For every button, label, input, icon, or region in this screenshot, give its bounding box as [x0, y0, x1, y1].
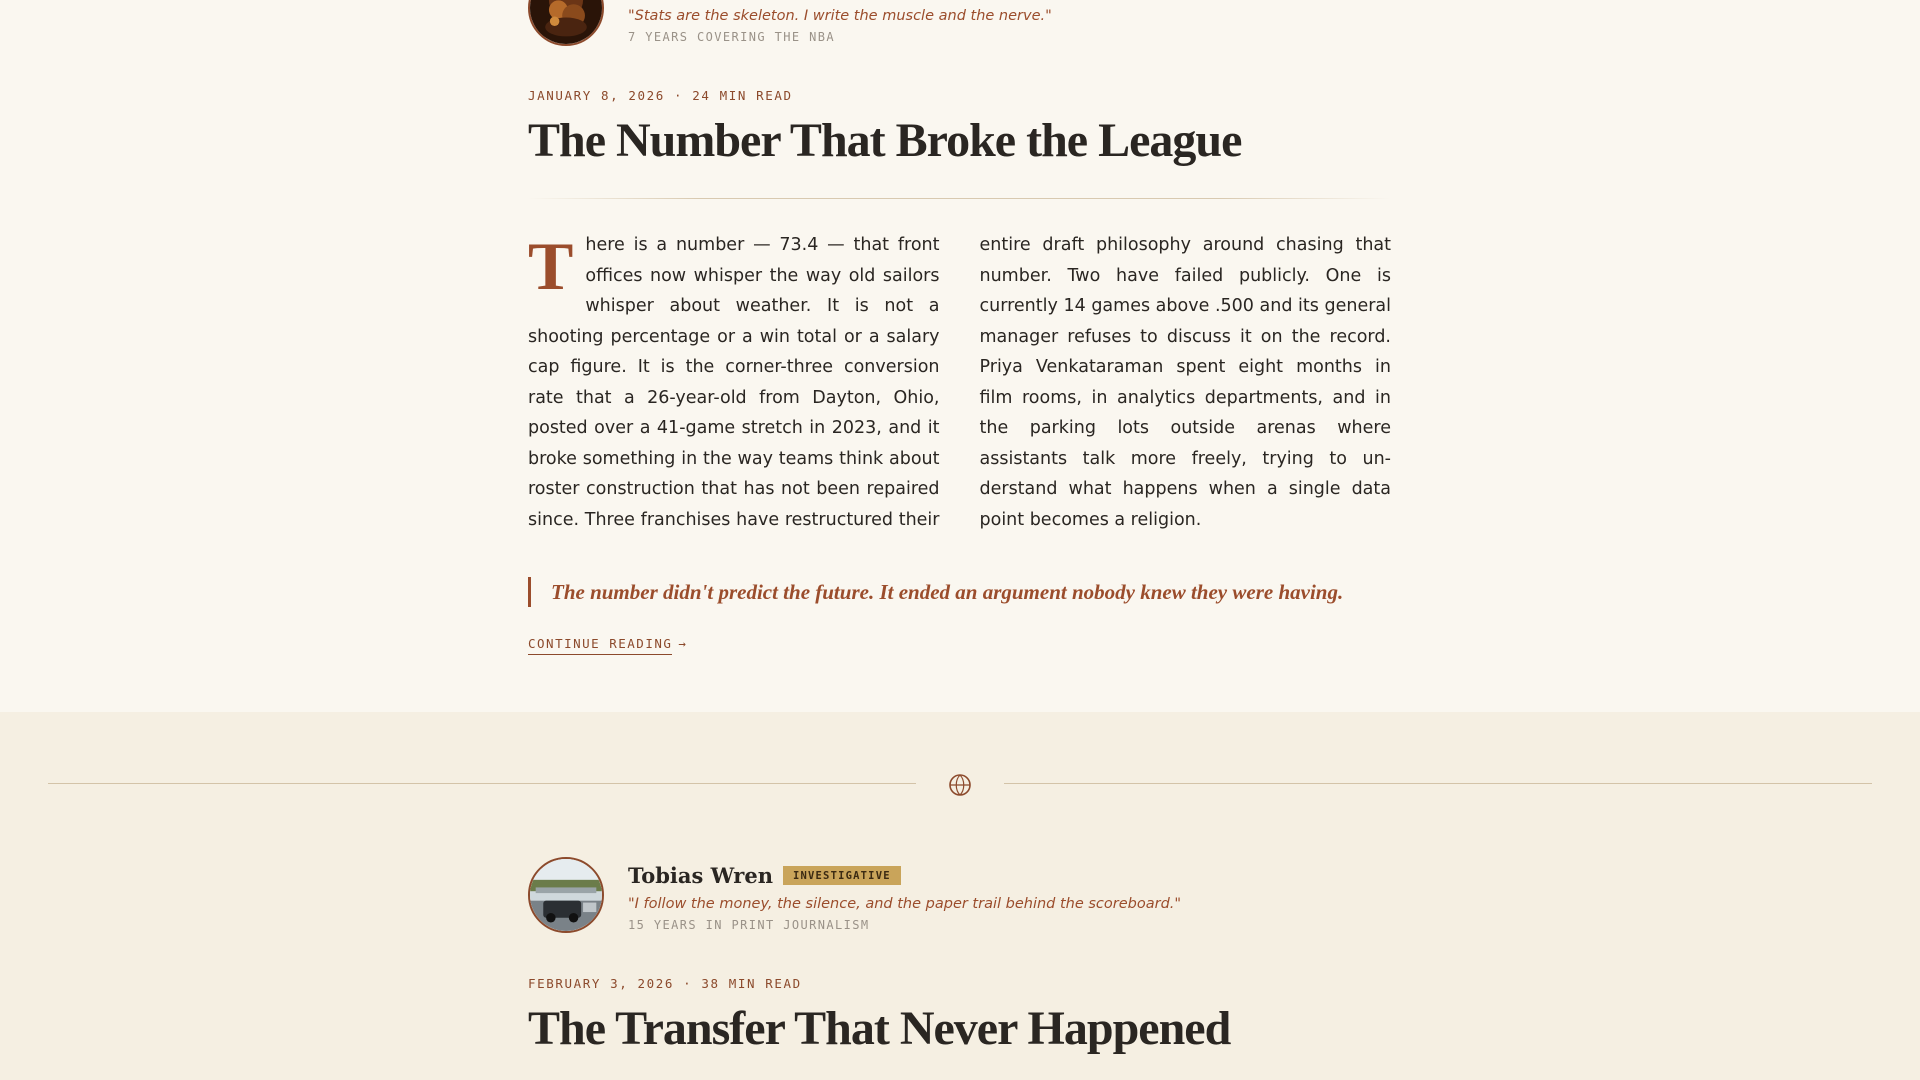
author-tenure-2: 15 YEARS IN PRINT JOURNALISM	[628, 918, 870, 932]
arrow-right-icon: →	[678, 636, 688, 651]
article-body-text: here is a number — 73.4 — that front offices now whisper the way old sailors whisper about weather. It is not a shooting percentage or a win total or a salary cap figure. It is the corner-three conversion rate that a 26-year-old from Dayton, Ohio, posted over a 41-game stretch in 2023, and it broke something in the way teams think about roster construction that has not been repaired since. Three franchises have restructured their entire draft philosophy around chasing that number. Two have failed publicly. One is currently 14 games above .500 and its general manager refuses to discuss it on the record. Priya Venkataraman spent eight months in film rooms, in analytics departments, and in the parking lots outside arenas where assistants talk more freely, trying to understand what happens when a single data point becomes a religion.	[528, 235, 1391, 530]
author-photo-2	[530, 859, 602, 931]
drop-cap: T	[528, 228, 574, 304]
divider-line-left	[48, 783, 916, 784]
basketball-icon	[947, 772, 973, 798]
divider-line-right	[1004, 783, 1872, 784]
continue-reading-label[interactable]: CONTINUE READING	[528, 636, 672, 655]
author-name-2[interactable]: Tobias Wren	[628, 863, 773, 888]
author-quote-2: "I follow the money, the silence, and the paper trail behind the scoreboard."	[628, 896, 1182, 912]
continue-reading-link[interactable]	[528, 636, 687, 651]
title-rule	[528, 198, 1391, 199]
pull-quote: The number didn't predict the future. It ended an argument nobody knew they were having.	[528, 577, 1343, 607]
article-body-1	[528, 230, 1391, 540]
article-title-1[interactable]: The Number That Broke the League	[528, 114, 1242, 167]
author-quote-1: "Stats are the skeleton. I write the muscle and the nerve."	[628, 8, 1052, 24]
author-meta-1	[628, 8, 1052, 44]
author-avatar-2[interactable]	[528, 857, 604, 933]
author-tenure-1: 7 YEARS COVERING THE NBA	[628, 30, 835, 44]
author-meta-2	[628, 863, 1181, 932]
article-dateline-2: FEBRUARY 3, 2026 · 38 MIN READ	[528, 976, 802, 991]
article-dateline-1: JANUARY 8, 2026 · 24 MIN READ	[528, 88, 793, 103]
author-badge-2: INVESTIGATIVE	[783, 866, 901, 885]
article-title-2[interactable]: The Transfer That Never Happened	[528, 1002, 1231, 1055]
